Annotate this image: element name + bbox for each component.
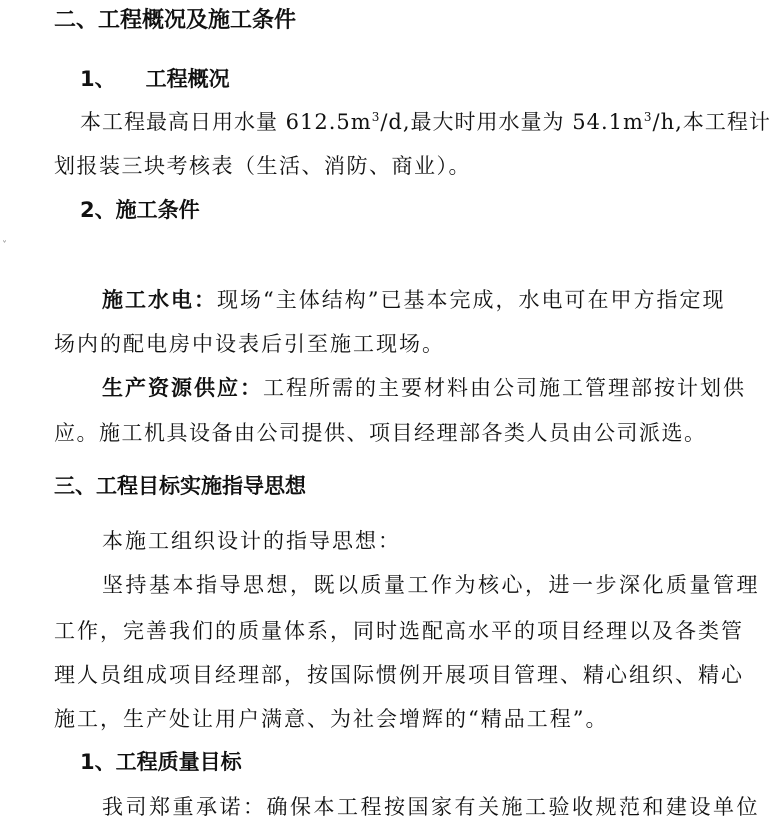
subheading-title: 工程概况 [145, 67, 230, 91]
guiding-body-line-4: 施工，生产处让用户满意、为社会增辉的“精品工程”。 [54, 707, 609, 731]
paragraph-water-usage-line-2: 划报装三块考核表（生活、消防、商业）。 [54, 154, 471, 178]
guiding-intro: 本施工组织设计的指导思想： [102, 529, 401, 553]
guiding-body-line-2: 工作，完善我们的质量体系，同时选配高水平的项目经理以及各类管 [54, 619, 744, 643]
water-usage-text-a: 本工程最高日用水量 612.5m [80, 110, 372, 134]
section-heading-2: 二、工程概况及施工条件 [54, 8, 297, 33]
subheading-project-overview [80, 64, 230, 94]
subheading-number: 1、 [80, 67, 116, 91]
resources-label: 生产资源供应： [102, 376, 263, 400]
guiding-body-line-1: 坚持基本指导思想，既以质量工作为核心，进一步深化质量管理 [102, 573, 760, 597]
quality-target-line-1: 我司郑重承诺：确保本工程按国家有关施工验收规范和建设单位 [102, 795, 760, 819]
paragraph-water-power-line-2: 场内的配电房中设表后引至施工现场。 [54, 332, 445, 356]
paragraph-water-usage-line-1 [80, 107, 771, 137]
water-usage-text-b: /d,最大时用水量为 54.1m [380, 110, 644, 134]
guiding-body-line-3: 理人员组成项目经理部，按国际惯例开展项目管理、精心组织、精心 [54, 663, 744, 687]
paragraph-resources-line-2: 应。施工机具设备由公司提供、项目经理部各类人员由公司派选。 [54, 421, 707, 445]
section-heading-3: 三、工程目标实施指导思想 [54, 474, 306, 498]
superscript-3: 3 [371, 110, 381, 124]
water-usage-text-c: /h,本工程计 [652, 110, 771, 134]
margin-mark: ˅ [2, 240, 7, 251]
paragraph-resources-line-1 [102, 373, 746, 403]
water-power-text: 现场“主体结构”已基本完成，水电可在甲方指定现 [217, 288, 726, 312]
subheading-construction-conditions: 2、施工条件 [80, 198, 200, 222]
superscript-3: 3 [643, 110, 653, 124]
water-power-label: 施工水电： [102, 288, 217, 312]
paragraph-water-power-line-1 [102, 285, 725, 315]
subheading-quality-target: 1、工程质量目标 [80, 750, 242, 774]
resources-text: 工程所需的主要材料由公司施工管理部按计划供 [263, 376, 746, 400]
